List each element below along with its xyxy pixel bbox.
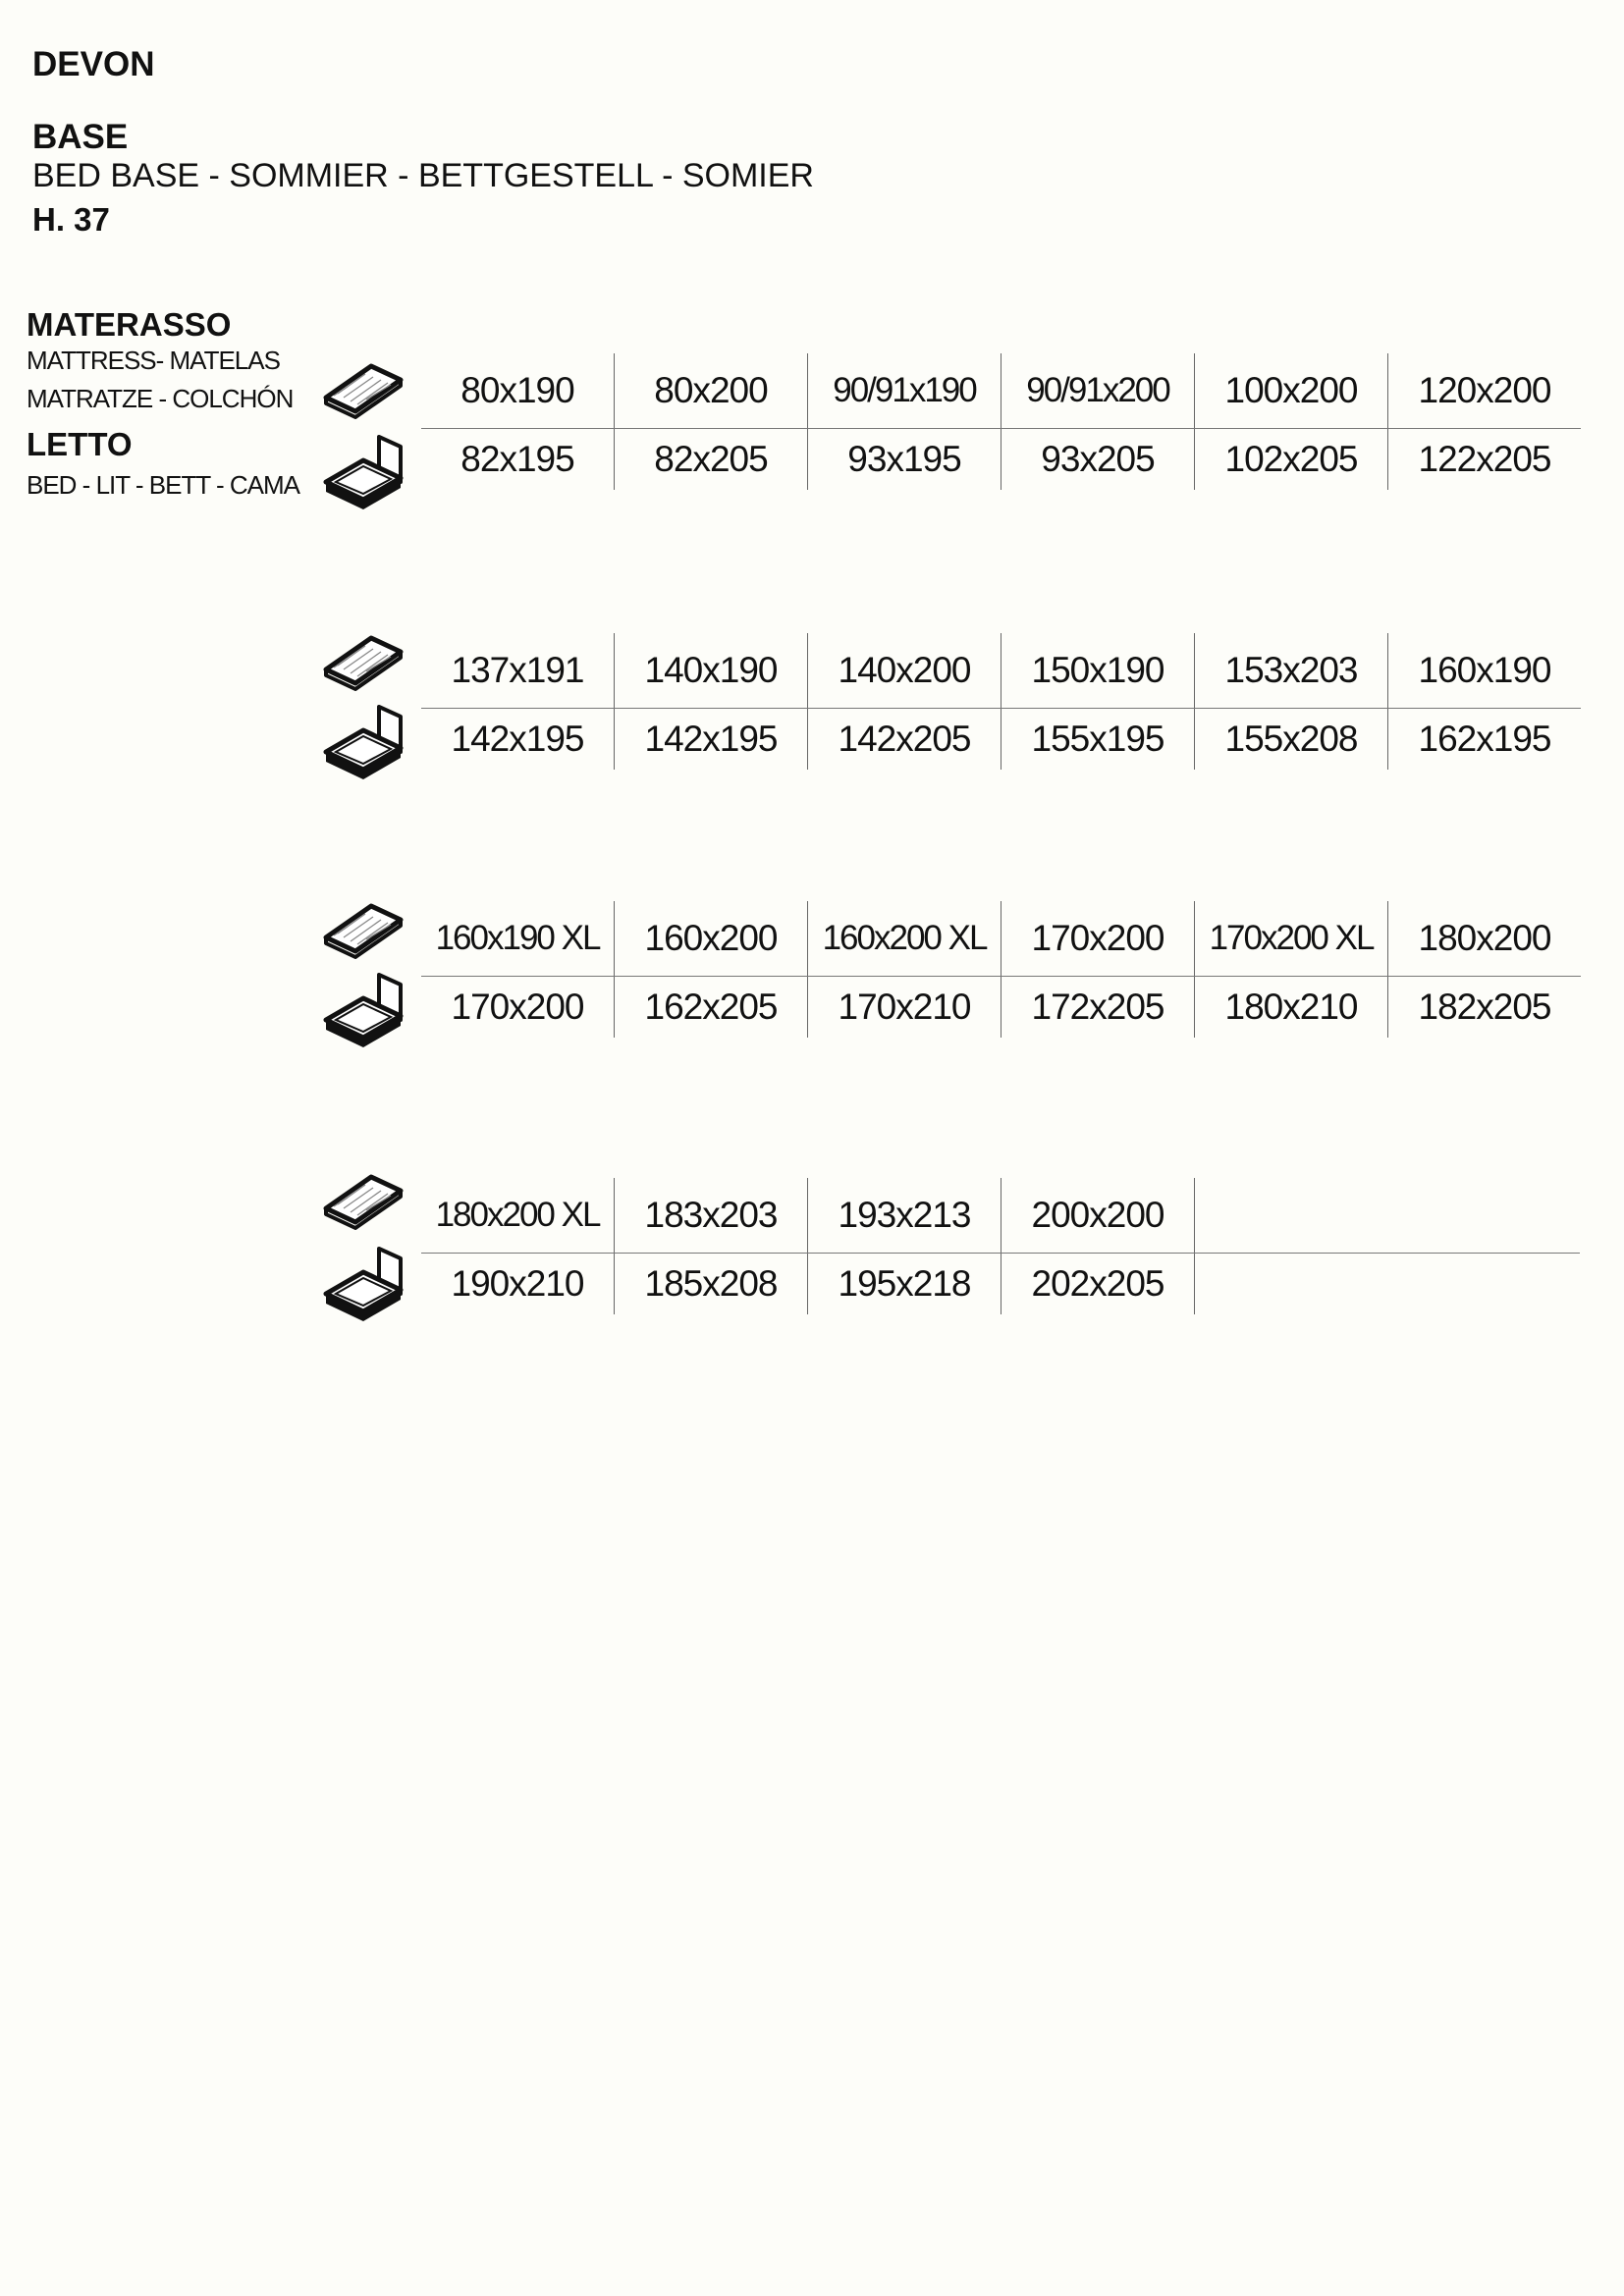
mattress-icon <box>322 1171 405 1230</box>
bed-size-cell: 82x195 <box>460 439 574 479</box>
bed-frame-icon <box>322 1245 405 1323</box>
mattress-size-cell: 90/91x190 <box>808 353 1001 429</box>
size-table <box>421 633 1581 770</box>
bed-frame-icon <box>322 703 405 781</box>
mattress-size-cell: 153x203 <box>1195 633 1388 709</box>
bed-size-cell: 93x205 <box>1001 429 1195 491</box>
mattress-subtitle-1: MATTRESS- MATELAS <box>27 346 280 375</box>
bed-size-cell: 155x195 <box>1001 709 1195 771</box>
bed-size-row <box>421 709 1581 771</box>
bed-frame-icon <box>322 971 405 1049</box>
base-heading: BASE <box>32 118 129 156</box>
bed-size-cell: 170x200 <box>451 987 584 1027</box>
mattress-size-row <box>421 901 1581 977</box>
mattress-size-cell: 137x191 <box>421 633 615 709</box>
bed-size-cell: 102x205 <box>1195 429 1388 491</box>
bed-size-cell: 172x205 <box>1001 977 1195 1039</box>
mattress-icon <box>322 360 405 419</box>
bed-size-cell: 162x195 <box>1388 709 1582 771</box>
bed-frame-icon <box>322 1245 405 1323</box>
bed-size-cell: 142x195 <box>451 719 584 759</box>
mattress-icon <box>322 632 405 691</box>
base-subtitle: BED BASE - SOMMIER - BETTGESTELL - SOMIER <box>32 157 814 194</box>
bed-size-cell: 195x218 <box>808 1254 1001 1315</box>
mattress-icon <box>322 900 405 959</box>
mattress-icon <box>322 632 405 691</box>
bed-size-row <box>421 1254 1580 1315</box>
size-table <box>421 901 1581 1038</box>
bed-frame-icon <box>322 703 405 781</box>
bed-heading: LETTO <box>27 426 133 462</box>
mattress-size-cell: 183x203 <box>615 1178 808 1254</box>
bed-size-cell: 82x205 <box>615 429 808 491</box>
bed-size-cell: 180x210 <box>1195 977 1388 1039</box>
bed-size-row <box>421 977 1581 1039</box>
mattress-size-cell: 160x190 <box>1388 633 1582 709</box>
bed-size-cell: 155x208 <box>1195 709 1388 771</box>
empty-cell <box>1387 1254 1580 1315</box>
bed-size-cell: 190x210 <box>451 1263 584 1304</box>
bed-size-cell: 142x205 <box>808 709 1001 771</box>
bed-subtitle: BED - LIT - BETT - CAMA <box>27 470 299 500</box>
mattress-size-cell: 160x200 <box>615 901 808 977</box>
mattress-size-cell: 90/91x200 <box>1001 353 1195 429</box>
bed-size-cell: 122x205 <box>1388 429 1582 491</box>
mattress-size-cell: 193x213 <box>808 1178 1001 1254</box>
empty-cell <box>1195 1178 1388 1254</box>
mattress-size-cell: 80x200 <box>615 353 808 429</box>
bed-frame-icon <box>322 433 405 511</box>
mattress-size-cell: 160x190 XL <box>421 901 615 977</box>
mattress-icon <box>322 900 405 959</box>
mattress-size-cell: 120x200 <box>1388 353 1582 429</box>
mattress-size-cell: 160x200 XL <box>808 901 1001 977</box>
empty-cell <box>1387 1178 1580 1254</box>
mattress-size-row <box>421 353 1581 429</box>
page-title: DEVON <box>32 45 155 83</box>
mattress-size-row <box>421 633 1581 709</box>
bed-size-cell: 170x210 <box>808 977 1001 1039</box>
mattress-icon <box>322 1171 405 1230</box>
mattress-icon <box>322 360 405 419</box>
size-table <box>421 353 1581 490</box>
mattress-size-cell: 140x200 <box>808 633 1001 709</box>
height-label: H. 37 <box>32 201 110 238</box>
mattress-size-cell: 200x200 <box>1001 1178 1195 1254</box>
size-table <box>421 1178 1580 1314</box>
mattress-size-cell: 170x200 <box>1001 901 1195 977</box>
mattress-size-cell: 180x200 XL <box>421 1178 615 1254</box>
mattress-size-cell: 100x200 <box>1195 353 1388 429</box>
bed-size-cell: 162x205 <box>615 977 808 1039</box>
mattress-size-cell: 180x200 <box>1388 901 1582 977</box>
mattress-subtitle-2: MATRATZE - COLCHÓN <box>27 384 294 413</box>
bed-frame-icon <box>322 971 405 1049</box>
mattress-size-cell: 80x190 <box>421 353 615 429</box>
mattress-size-row <box>421 1178 1580 1254</box>
mattress-size-cell: 170x200 XL <box>1195 901 1388 977</box>
bed-size-cell: 142x195 <box>615 709 808 771</box>
bed-frame-icon <box>322 433 405 511</box>
bed-size-row <box>421 429 1581 491</box>
empty-cell <box>1195 1254 1388 1315</box>
bed-size-cell: 182x205 <box>1388 977 1582 1039</box>
mattress-size-cell: 150x190 <box>1001 633 1195 709</box>
bed-size-cell: 202x205 <box>1001 1254 1195 1315</box>
mattress-heading: MATERASSO <box>27 306 232 343</box>
mattress-size-cell: 140x190 <box>615 633 808 709</box>
bed-size-cell: 185x208 <box>615 1254 808 1315</box>
bed-size-cell: 93x195 <box>808 429 1001 491</box>
